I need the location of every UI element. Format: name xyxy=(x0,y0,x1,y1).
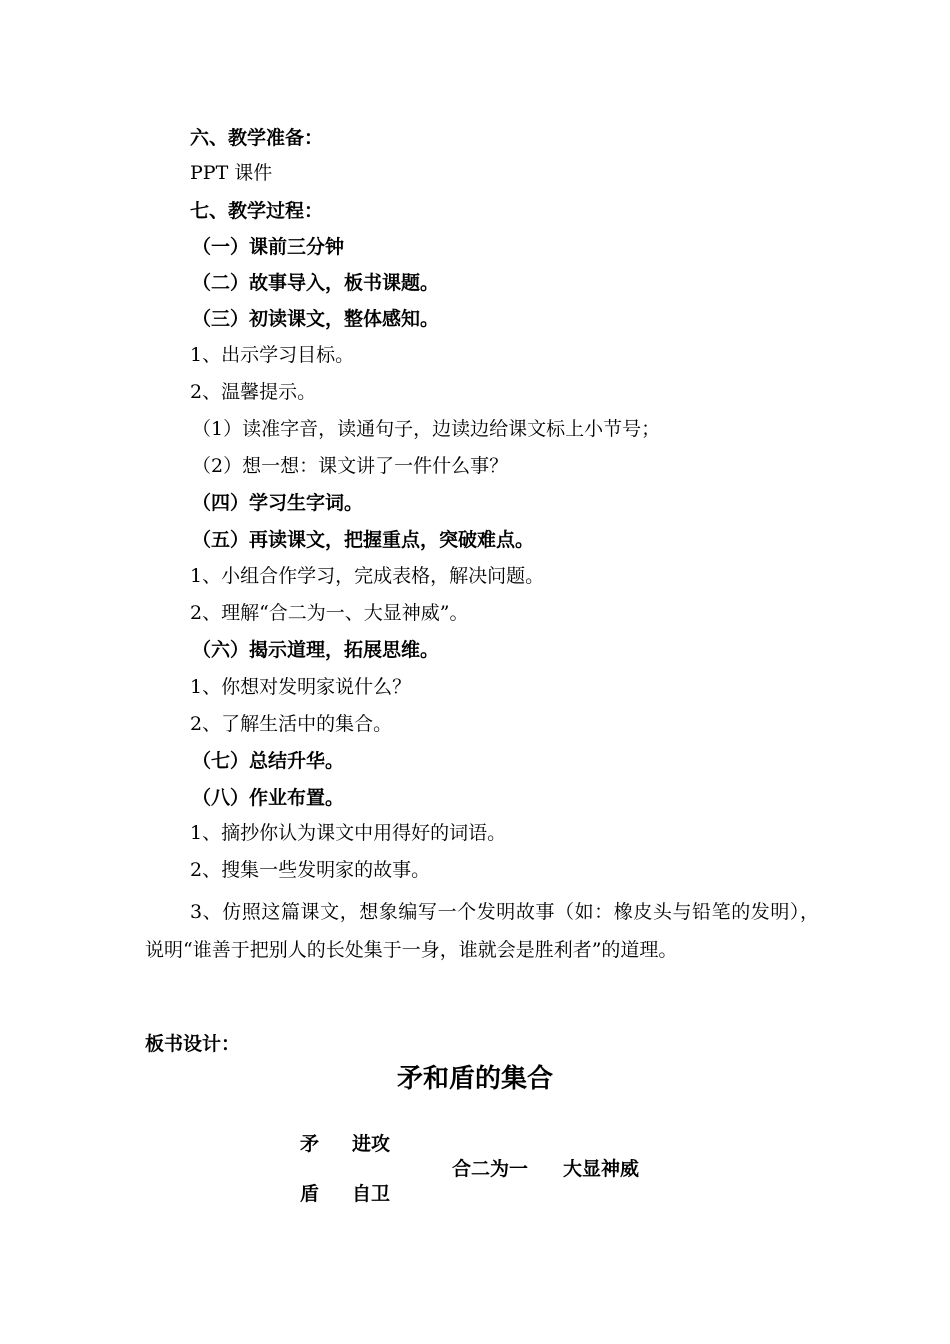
step-heading: （四）学习生字词。 xyxy=(192,492,364,514)
section6-content: PPT 课件 xyxy=(190,162,273,184)
section6-heading: 六、教学准备： xyxy=(190,127,324,149)
board-power: 大显神威 xyxy=(563,1158,640,1180)
step-item: 1、小组合作学习，完成表格，解决问题。 xyxy=(190,565,545,587)
board-shield: 盾 xyxy=(300,1183,320,1205)
board-title: 矛和盾的集合 xyxy=(396,1064,553,1094)
step-subitem: （2）想一想：课文讲了一件什么事？ xyxy=(192,455,509,477)
step-item: 2、温馨提示。 xyxy=(190,381,317,403)
final-homework-item: 3、仿照这篇课文，想象编写一个发明故事（如：橡皮头与铅笔的发明），说明“谁善于把别人的长处集于一身，谁就会是胜利者”的道理。 xyxy=(145,901,819,961)
board-defend: 自卫 xyxy=(352,1183,391,1205)
board-combine: 合二为一 xyxy=(452,1158,529,1180)
section7-heading: 七、教学过程： xyxy=(190,200,324,222)
step-heading: （三）初读课文，整体感知。 xyxy=(192,308,440,330)
board-spear: 矛 xyxy=(300,1133,320,1155)
board-attack: 进攻 xyxy=(352,1133,391,1155)
board-design-heading: 板书设计： xyxy=(145,1033,241,1055)
step-heading: （六）揭示道理，拓展思维。 xyxy=(192,639,440,661)
step-item: 2、搜集一些发明家的故事。 xyxy=(190,859,431,881)
step-heading: （二）故事导入，板书课题。 xyxy=(192,272,440,294)
step-item: 1、你想对发明家说什么？ xyxy=(190,676,412,698)
step-heading: （七）总结升华。 xyxy=(192,750,345,772)
step-item: 2、了解生活中的集合。 xyxy=(190,713,393,735)
step-heading: （一）课前三分钟 xyxy=(192,236,345,258)
step-item: 1、出示学习目标。 xyxy=(190,344,355,366)
step-item: 2、理解“合二为一、大显神威”。 xyxy=(190,602,469,624)
step-heading: （八）作业布置。 xyxy=(192,787,345,809)
step-heading: （五）再读课文，把握重点，突破难点。 xyxy=(192,529,535,551)
step-subitem: （1）读准字音，读通句子，边读边给课文标上小节号； xyxy=(192,418,661,440)
step-item: 1、摘抄你认为课文中用得好的词语。 xyxy=(190,822,507,844)
